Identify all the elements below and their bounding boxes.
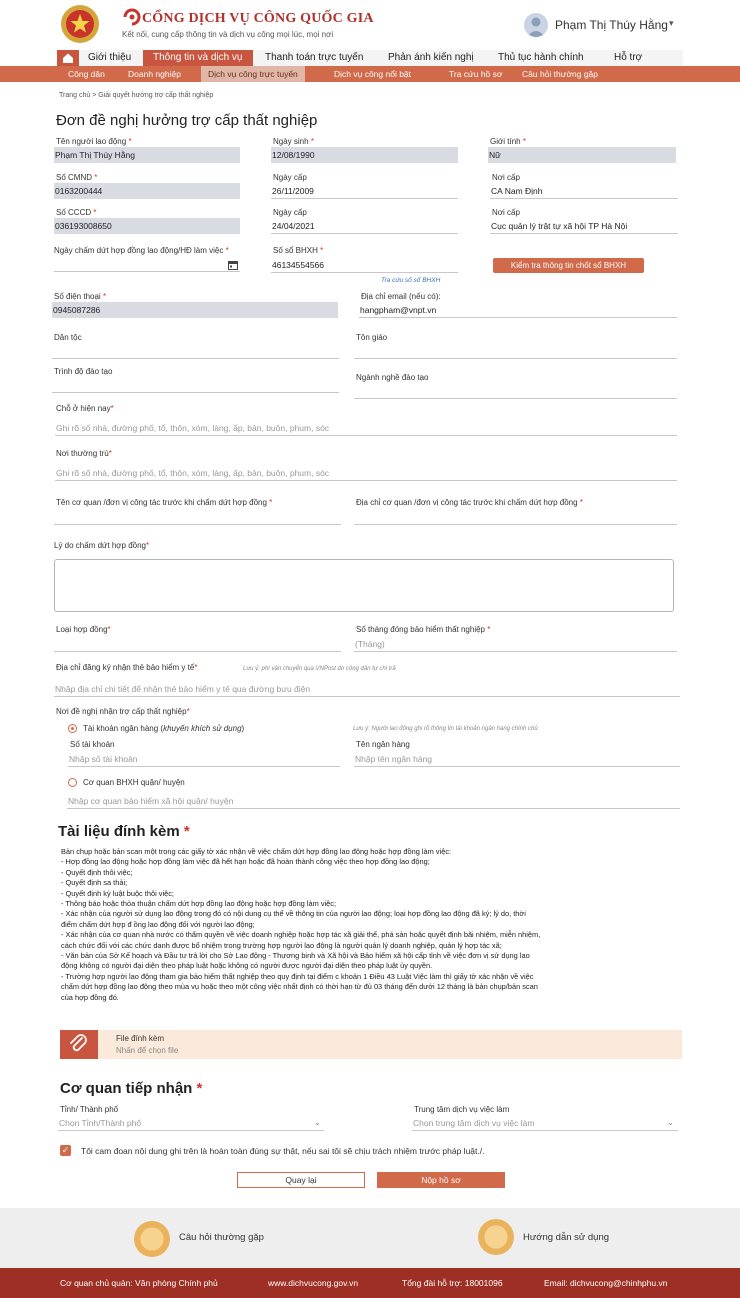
footer-email[interactable]: Email: dichvucong@chinhphu.vn: [544, 1278, 668, 1288]
cmnd-place-label: Nơi cấp: [492, 173, 520, 182]
commitment-checkbox[interactable]: [60, 1145, 71, 1156]
instruction-line: - Quyết định sa thải;: [61, 878, 128, 888]
instruction-line: - Quyết định kỷ luật buộc thôi việc;: [61, 888, 174, 898]
center-select[interactable]: Chọn trung tâm dịch vụ việc làm: [412, 1115, 678, 1131]
gender-label: Giới tính *: [490, 137, 526, 146]
receiving-title: Cơ quan tiếp nhận *: [60, 1080, 203, 1097]
worker-name-field[interactable]: Phạm Thị Thúy Hằng: [54, 147, 240, 163]
faq-emblem-icon: [134, 1221, 170, 1257]
ethnicity-label: Dân tộc: [54, 333, 82, 342]
brand-logo-icon: [122, 7, 142, 27]
prev-employer-address-field[interactable]: [354, 509, 677, 525]
main-nav: [57, 50, 683, 66]
instruction-line: của hợp đồng đó.: [61, 992, 119, 1002]
paperclip-icon: [60, 1030, 98, 1059]
file-placeholder[interactable]: Nhấn để chọn file: [116, 1046, 179, 1055]
instruction-line: - Hợp đồng lao động hoặc hợp đồng làm việc đã hết hạn hoặc đã hoàn thành công việc theo hợp đồng lao động;: [61, 857, 430, 867]
education-label: Trình độ đào tạo: [54, 367, 113, 376]
worker-name-label: Tên người lao động *: [56, 137, 132, 146]
bank-account-note: Lưu ý: Người lao động ghi rõ thông tin tài khoản ngân hàng chính chủ: [353, 726, 538, 732]
permanent-address-label: Nơi thường trú*: [56, 449, 112, 458]
religion-select[interactable]: [354, 343, 677, 359]
submit-button[interactable]: Nộp hồ sơ: [377, 1172, 505, 1188]
end-date-label: Ngày chấm dứt hợp đồng lao động/HĐ làm việc *: [54, 246, 229, 255]
subnav-item-citizen[interactable]: Công dân: [68, 69, 105, 79]
contract-type-select[interactable]: [54, 636, 341, 652]
footer: [0, 1268, 740, 1298]
health-card-address-field[interactable]: Nhập địa chỉ chi tiết để nhận thẻ bảo hiểm y tế qua đường bưu điện: [54, 681, 680, 697]
cmnd-field[interactable]: 0163200444: [54, 183, 240, 199]
instruction-line: chấm dứt hợp đồng lao động theo mùa vụ hoặc theo một công việc nhất định có thời hạn từ đủ 03 tháng đến dưới 12 tháng là bản chụp/bản scan: [61, 982, 538, 992]
calendar-icon[interactable]: [228, 260, 238, 270]
health-card-note: Lưu ý: phí vận chuyển qua VNPost do công dân tự chi trả: [243, 666, 396, 672]
instruction-line: cách chức đối với các chức danh được bổ nhiệm trong trường hợp người lao động là người quản lý doanh nghiệp, quản lý hợp tác xã;: [61, 940, 502, 950]
cccd-place-label: Nơi cấp: [492, 208, 520, 217]
file-upload-button[interactable]: [60, 1030, 98, 1059]
bhxh-office-field[interactable]: Nhập cơ quan bảo hiểm xã hội quận/ huyện: [67, 793, 680, 809]
current-address-field[interactable]: Ghi rõ số nhà, đường phố, tổ, thôn, xóm, làng, ấp, bản, buôn, phum, sóc: [55, 420, 677, 436]
cccd-place-field[interactable]: Cục quản lý trật tự xã hội TP Hà Nội: [490, 218, 678, 234]
center-label: Trung tâm dịch vụ việc làm: [414, 1105, 510, 1114]
bhxh-field[interactable]: 46134554566: [271, 257, 458, 273]
user-avatar-icon: [524, 13, 548, 37]
permanent-address-field[interactable]: Ghi rõ số nhà, đường phố, tổ, thôn, xóm, làng, ấp, bản, buôn, phum, sóc: [55, 465, 677, 481]
help-band: [0, 1208, 740, 1268]
reason-label: Lý do chấm dứt hợp đồng*: [54, 541, 150, 550]
cccd-field[interactable]: 036193008650: [54, 218, 240, 234]
chevron-down-icon[interactable]: ▾: [669, 18, 674, 28]
benefit-place-label: Nơi đề nghị nhận trợ cấp thất nghiệp*: [56, 707, 190, 716]
nav-item-payment[interactable]: Thanh toán trực tuyến: [265, 52, 364, 63]
nav-item-support[interactable]: Hỗ trợ: [614, 52, 643, 63]
brand-subtitle: Kết nối, cung cấp thông tin và dịch vụ công mọi lúc, mọi nơi: [122, 30, 334, 39]
nav-item-info-services[interactable]: Thông tin và dịch vụ: [143, 50, 253, 66]
instruction-line: - Trường hợp người lao động tham gia bảo hiểm thất nghiệp theo quy định tại điểm c khoản 1 Điều 43 Luật Việc làm thì giấy tờ xác nhận về việc: [61, 971, 534, 981]
bank-name-label: Tên ngân hàng: [356, 740, 410, 749]
email-label: Địa chỉ email (nếu có):: [361, 292, 441, 301]
home-button[interactable]: [57, 50, 79, 66]
guide-link[interactable]: Hướng dẫn sử dụng: [523, 1232, 610, 1243]
attachments-instructions: [61, 847, 681, 1003]
home-icon: [57, 50, 79, 66]
account-number-field[interactable]: Nhập số tài khoản: [68, 751, 340, 767]
bhxh-office-radio[interactable]: [68, 778, 77, 787]
current-address-label: Chỗ ở hiện nay*: [56, 404, 114, 413]
instruction-line: - Xác nhận của người sử dụng lao động trong đó có nội dung cụ thể về thông tin của người lao động; loại hợp đồng lao động đã ký; lý do, thời: [61, 909, 526, 919]
end-date-field[interactable]: [54, 256, 240, 272]
instruction-line: - Xác nhận của cơ quan nhà nước có thẩm quyền về việc doanh nghiệp hoặc hợp tác xã giải thể, phá sản hoặc quyết định bãi nhiệm, miễn nhiệm,: [61, 930, 541, 940]
email-field[interactable]: hangpham@vnpt.vn: [359, 302, 677, 318]
brand-title[interactable]: CỔNG DỊCH VỤ CÔNG QUỐC GIA: [142, 11, 374, 26]
prev-employer-label: Tên cơ quan /đơn vị công tác trước khi chấm dứt hợp đồng *: [56, 498, 273, 507]
bhxh-label: Số sổ BHXH *: [273, 246, 324, 255]
bank-account-radio[interactable]: [68, 724, 77, 733]
check-bhxh-button[interactable]: Kiểm tra thông tin chốt sổ BHXH: [493, 258, 644, 273]
insurance-months-field[interactable]: (Tháng): [354, 636, 677, 652]
religion-label: Tôn giáo: [356, 333, 388, 342]
province-label: Tỉnh/ Thành phố: [60, 1105, 119, 1114]
cmnd-date-label: Ngày cấp: [273, 173, 307, 182]
bhxh-lookup-link[interactable]: Tra cứu số sổ BHXH: [381, 277, 441, 284]
phone-field[interactable]: 0945087286: [52, 302, 338, 318]
bank-account-option-label: Tài khoản ngân hàng (khuyến khích sử dụng): [83, 724, 245, 733]
reason-textarea[interactable]: [54, 559, 674, 612]
chevron-down-icon[interactable]: ⌄: [667, 1118, 674, 1127]
footer-website[interactable]: www.dichvucong.gov.vn: [268, 1278, 359, 1288]
guide-emblem-icon: [478, 1219, 514, 1255]
national-emblem-icon: [58, 3, 102, 45]
commitment-text: Tôi cam đoan nội dung ghi trên là hoàn toàn đúng sự thật, nếu sai tôi sẽ chịu trách nhiệm trước pháp luật./.: [81, 1146, 485, 1156]
cccd-date-field[interactable]: 24/04/2021: [271, 218, 458, 234]
avatar[interactable]: [524, 13, 548, 37]
attachments-title: Tài liệu đính kèm *: [58, 823, 190, 840]
subnav-item-online-services[interactable]: Dịch vụ công trực tuyến: [201, 66, 305, 82]
cmnd-date-field[interactable]: 26/11/2009: [271, 183, 458, 199]
prev-employer-address-label: Địa chỉ cơ quan /đơn vị công tác trước khi chấm dứt hợp đồng *: [356, 498, 583, 507]
ethnicity-select[interactable]: [52, 343, 339, 359]
file-label: File đính kèm: [116, 1034, 165, 1043]
faq-link[interactable]: Câu hỏi thường gặp: [179, 1232, 264, 1243]
prev-employer-field[interactable]: [54, 509, 341, 525]
subnav-item-lookup[interactable]: Tra cứu hồ sơ: [449, 69, 503, 79]
header: [0, 0, 740, 50]
nav-item-intro[interactable]: Giới thiệu: [88, 52, 132, 63]
page-title: Đơn đề nghị hưởng trợ cấp thất nghiệp: [56, 112, 318, 129]
instruction-line: động không có người đại diện theo pháp luật hoặc không có người được người đại diện theo pháp luật ủy quyền.: [61, 961, 433, 971]
sub-nav: [0, 66, 740, 82]
bhxh-office-option-label: Cơ quan BHXH quận/ huyện: [83, 778, 185, 787]
cccd-label: Số CCCD *: [56, 208, 97, 217]
phone-label: Số điện thoại *: [54, 292, 107, 301]
insurance-months-label: Số tháng đóng bảo hiểm thất nghiệp *: [356, 625, 491, 634]
nav-item-procedures[interactable]: Thủ tục hành chính: [498, 52, 584, 63]
check-icon: ✓: [61, 1145, 70, 1155]
gender-field[interactable]: Nữ: [488, 147, 676, 163]
education-select[interactable]: [52, 377, 339, 393]
subnav-item-featured[interactable]: Dịch vụ công nổi bật: [334, 69, 412, 79]
nav-item-feedback[interactable]: Phản ánh kiến nghị: [388, 52, 474, 63]
cmnd-place-field[interactable]: CA Nam Định: [490, 183, 678, 199]
bank-name-field[interactable]: Nhập tên ngân hàng: [354, 751, 680, 767]
back-button[interactable]: Quay lại: [237, 1172, 365, 1188]
cmnd-label: Số CMND *: [56, 173, 98, 182]
major-label: Ngành nghề đào tạo: [356, 373, 429, 382]
instruction-line: điểm chấm dứt hợp đ ồng lao động đối với người lao động;: [61, 919, 255, 929]
subnav-item-faq[interactable]: Câu hỏi thường gặp: [522, 69, 599, 79]
user-name[interactable]: Phạm Thị Thúy Hằng: [555, 18, 668, 32]
dob-field[interactable]: 12/08/1990: [271, 147, 458, 163]
instruction-line: - Quyết định thôi việc;: [61, 867, 133, 877]
major-field[interactable]: [354, 383, 677, 399]
instruction-line: - Văn bản của Sở Kế hoạch và Đầu tư trả lời cho Sở Lao động - Thương binh và Xã hội và Bảo hiểm xã hội cấp tỉnh về việc đơn vị sử dụng lao: [61, 951, 530, 961]
breadcrumb[interactable]: Trang chủ > Giải quyết hưởng trợ cấp thất nghiệp: [59, 92, 214, 99]
chevron-down-icon[interactable]: ⌄: [314, 1118, 321, 1127]
subnav-item-business[interactable]: Doanh nghiệp: [128, 69, 181, 79]
footer-hotline: Tổng đài hỗ trợ: 18001096: [402, 1278, 503, 1288]
health-card-label: Địa chỉ đăng ký nhận thẻ bảo hiểm y tế*: [56, 663, 198, 672]
instruction-line: - Thông báo hoặc thỏa thuận chấm dứt hợp đồng lao động hoặc hợp đồng làm việc;: [61, 899, 337, 909]
instruction-line: Bản chụp hoặc bản scan một trong các giấy tờ xác nhận về việc chấm dứt hợp đồng lao động hoặc hợp đồng làm việc:: [61, 847, 452, 856]
account-number-label: Số tài khoản: [70, 740, 115, 749]
province-select[interactable]: Chọn Tỉnh/Thành phố: [58, 1115, 324, 1131]
file-upload[interactable]: [60, 1030, 682, 1059]
contract-type-label: Loại hợp đồng*: [56, 625, 111, 634]
dob-label: Ngày sinh *: [273, 137, 314, 146]
footer-agency: Cơ quan chủ quản: Văn phòng Chính phủ: [60, 1278, 218, 1288]
cccd-date-label: Ngày cấp: [273, 208, 307, 217]
